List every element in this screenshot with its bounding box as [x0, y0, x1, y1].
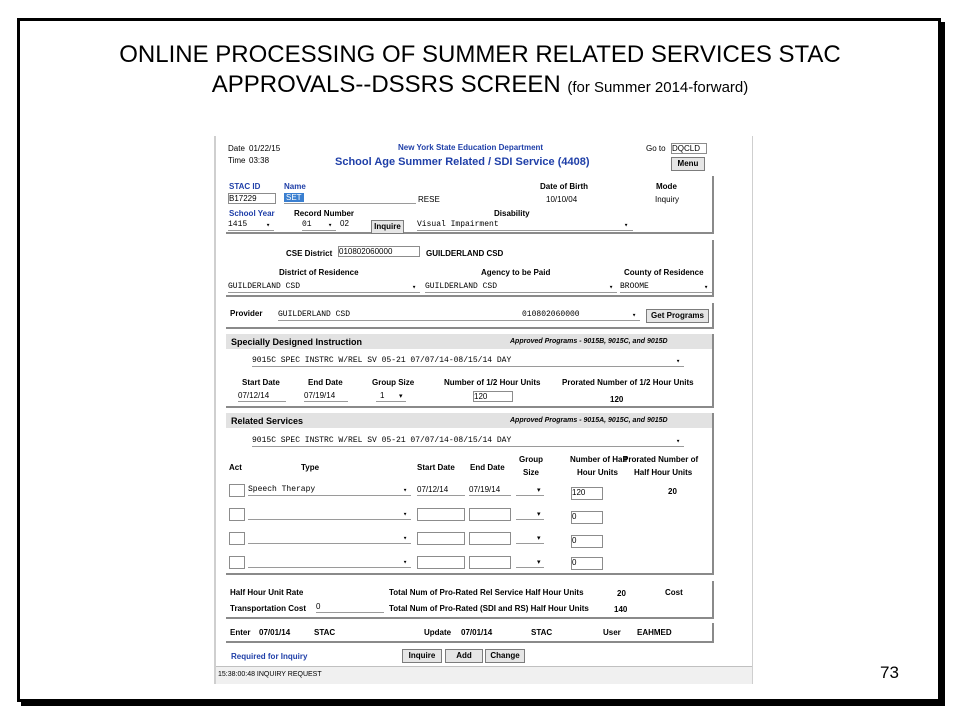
type-select[interactable] — [248, 509, 411, 520]
goto-field[interactable] — [671, 143, 707, 154]
agency-label: Agency to be Paid — [481, 268, 551, 277]
chevron-down-icon: ▾ — [403, 487, 408, 495]
screen-title: School Age Summer Related / SDI Service (4408) — [335, 156, 590, 168]
title-line-2 — [40, 70, 920, 103]
chevron-down-icon: ▾ — [266, 222, 271, 230]
footer-inquire-button[interactable]: Inquire — [402, 649, 442, 663]
record-number-value: 01 — [302, 220, 312, 229]
related-approved-programs: Approved Programs - 9015A, 9015C, and 9015D — [510, 417, 668, 424]
cost-label: Cost — [665, 588, 683, 597]
start-date-field[interactable] — [417, 532, 465, 545]
transport-field[interactable] — [316, 602, 384, 613]
units-field[interactable] — [571, 557, 603, 570]
col-units-2: Hour Units — [577, 468, 618, 477]
cse-district-code: 010802060000 — [339, 247, 393, 256]
dob-label: Date of Birth — [540, 182, 588, 191]
table-row — [216, 507, 753, 527]
record-sub-value: 02 — [340, 219, 349, 228]
chevron-down-icon: ▾ — [328, 222, 333, 230]
slide-subtitle: (for Summer 2014-forward) — [567, 79, 749, 96]
dssrs-screen — [214, 136, 753, 684]
residence-label: District of Residence — [279, 268, 359, 277]
chevron-down-icon: ▾ — [676, 358, 681, 366]
act-checkbox[interactable] — [229, 508, 245, 521]
provider-name: GUILDERLAND CSD — [278, 310, 351, 319]
sdi-group-value: 1 — [380, 391, 385, 400]
act-checkbox[interactable] — [229, 556, 245, 569]
table-row — [216, 555, 753, 575]
units-value: 120 — [572, 488, 586, 497]
col-start: Start Date — [417, 463, 455, 472]
department-name: New York State Education Department — [398, 143, 544, 152]
table-row — [216, 531, 753, 551]
type-select[interactable] — [248, 533, 411, 544]
name-label: Name — [284, 182, 306, 191]
units-value: 0 — [572, 536, 577, 545]
sdi-prorated-value: 120 — [610, 395, 624, 404]
col-end: End Date — [470, 463, 505, 472]
user-label: User — [603, 628, 621, 637]
units-value: 0 — [572, 558, 577, 567]
agency-select[interactable] — [425, 282, 617, 293]
group-size-select[interactable] — [516, 533, 544, 544]
disability-value: Visual Impairment — [417, 220, 499, 229]
goto-label: Go to — [646, 144, 666, 153]
group-size-select[interactable] — [516, 485, 544, 496]
chevron-down-icon: ▾ — [412, 284, 417, 292]
sdi-approved-programs: Approved Programs - 9015B, 9015C, and 9015D — [510, 338, 668, 345]
school-year-value: 1415 — [228, 220, 248, 229]
units-value: 0 — [572, 512, 577, 521]
update-label: Update — [424, 628, 452, 637]
disability-select[interactable] — [417, 220, 633, 231]
sdi-units-label: Number of 1/2 Hour Units — [444, 378, 541, 387]
sdi-end-field[interactable] — [304, 391, 348, 402]
start-date-field[interactable] — [417, 556, 465, 569]
school-year-label: School Year — [229, 209, 275, 218]
chevron-down-icon: ▾ — [399, 393, 403, 400]
chevron-down-icon: ▾ — [403, 511, 408, 519]
sdi-rs-total-label: Total Num of Pro-Rated (SDI and RS) Half Hour Units — [389, 604, 589, 613]
start-date-value: 07/12/14 — [417, 485, 449, 494]
provider-select[interactable] — [278, 310, 640, 321]
related-program-value: 9015C SPEC INSTRC W/REL SV 05-21 07/07/14-08/15/14 DAY — [252, 436, 512, 445]
status-bar — [216, 666, 753, 684]
col-group-1: Group — [519, 455, 543, 464]
name-last-value: RESE — [418, 195, 440, 204]
chevron-down-icon: ▾ — [537, 511, 541, 518]
residence-select[interactable] — [228, 282, 420, 293]
transport-value: 0 — [316, 602, 321, 611]
end-date-value: 07/19/14 — [469, 485, 501, 494]
name-field[interactable] — [284, 193, 416, 204]
col-group-2: Size — [523, 468, 540, 477]
type-select[interactable] — [248, 557, 411, 568]
rate-label: Half Hour Unit Rate — [230, 588, 304, 597]
act-checkbox[interactable] — [229, 532, 245, 545]
sdi-program-value: 9015C SPEC INSTRC W/REL SV 05-21 07/07/14-08/15/14 DAY — [252, 356, 512, 365]
record-number-select[interactable] — [302, 220, 336, 231]
sdi-start-field[interactable] — [238, 391, 286, 402]
provider-label: Provider — [230, 309, 263, 318]
required-for-inquiry: Required for Inquiry — [231, 652, 308, 661]
record-number-label: Record Number — [294, 209, 355, 218]
end-date-field[interactable] — [469, 532, 511, 545]
county-value: BROOME — [620, 282, 649, 291]
col-prorated-1: Prorated Number of — [623, 455, 699, 464]
chevron-down-icon: ▾ — [676, 438, 681, 446]
inquire-button[interactable]: Inquire — [371, 220, 404, 234]
provider-code: 010802060000 — [522, 310, 580, 319]
sdi-start-label: Start Date — [242, 378, 280, 387]
cse-district-field[interactable] — [338, 246, 420, 257]
end-date-field[interactable] — [469, 485, 511, 496]
units-field[interactable] — [571, 487, 603, 500]
update-by: STAC — [531, 628, 553, 637]
time-label: Time — [228, 156, 246, 165]
mode-value: Inquiry — [655, 195, 680, 204]
dob-value: 10/10/04 — [546, 195, 578, 204]
end-date-field[interactable] — [469, 508, 511, 521]
chevron-down-icon: ▾ — [403, 535, 408, 543]
slide-title — [40, 40, 920, 103]
add-button[interactable]: Add — [445, 649, 483, 663]
stac-id-label: STAC ID — [229, 182, 261, 191]
school-year-select[interactable] — [228, 220, 274, 231]
sdi-end-value: 07/19/14 — [304, 391, 336, 400]
table-row — [216, 483, 753, 503]
related-heading: Related Services — [231, 416, 304, 426]
sdi-program-select[interactable] — [252, 356, 684, 367]
group-size-select[interactable] — [516, 557, 544, 568]
time-value: 03:38 — [249, 156, 270, 165]
units-field[interactable] — [571, 511, 603, 524]
type-value: Speech Therapy — [248, 485, 316, 494]
stac-id-value: B17229 — [229, 194, 257, 203]
prorated-value: 20 — [668, 487, 677, 496]
chevron-down-icon: ▾ — [537, 535, 541, 542]
chevron-down-icon: ▾ — [537, 487, 541, 494]
title-line-2-text: APPROVALS--DSSRS SCREEN — [211, 71, 561, 98]
start-date-field[interactable] — [417, 508, 465, 521]
cse-district-name: GUILDERLAND CSD — [426, 249, 504, 258]
sdi-units-field[interactable] — [473, 391, 513, 402]
type-select[interactable] — [248, 485, 411, 496]
end-date-field[interactable] — [469, 556, 511, 569]
units-field[interactable] — [571, 535, 603, 548]
chevron-down-icon: ▾ — [624, 222, 629, 230]
residence-value: GUILDERLAND CSD — [228, 282, 301, 291]
name-first-value: SET — [286, 193, 302, 202]
sdi-end-label: End Date — [308, 378, 343, 387]
rs-total-label: Total Num of Pro-Rated Rel Service Half Hour Units — [389, 588, 584, 597]
page-number: 73 — [880, 663, 899, 682]
col-prorated-2: Half Hour Units — [634, 468, 693, 477]
start-date-field[interactable] — [417, 485, 465, 496]
mode-label: Mode — [656, 182, 677, 191]
date-label: Date — [228, 144, 245, 153]
sdi-rs-total-value: 140 — [614, 605, 628, 614]
goto-value: DQCLD — [672, 144, 701, 153]
rs-total-value: 20 — [617, 589, 626, 598]
col-units-1: Number of Half — [570, 455, 628, 464]
col-act: Act — [229, 463, 242, 472]
stac-id-field[interactable] — [228, 193, 276, 204]
act-checkbox[interactable] — [229, 484, 245, 497]
menu-button[interactable]: Menu — [671, 157, 705, 171]
get-programs-button[interactable]: Get Programs — [646, 309, 709, 323]
chevron-down-icon: ▾ — [704, 284, 709, 292]
county-label: County of Residence — [624, 268, 704, 277]
transport-label: Transportation Cost — [230, 604, 307, 613]
change-button[interactable]: Change — [485, 649, 525, 663]
chevron-down-icon: ▾ — [609, 284, 614, 292]
enter-date: 07/01/14 — [259, 628, 291, 637]
agency-value: GUILDERLAND CSD — [425, 282, 498, 291]
county-select[interactable] — [620, 282, 712, 293]
sdi-heading: Specially Designed Instruction — [231, 337, 363, 347]
related-program-select[interactable] — [252, 436, 684, 447]
title-line-1: ONLINE PROCESSING OF SUMMER RELATED SERVICES STAC — [119, 41, 841, 68]
enter-label: Enter — [230, 628, 251, 637]
sdi-start-value: 07/12/14 — [238, 391, 270, 400]
update-date: 07/01/14 — [461, 628, 493, 637]
sdi-group-select[interactable] — [376, 391, 406, 402]
status-text: 15:38:00:48 INQUIRY REQUEST — [218, 671, 322, 678]
group-size-select[interactable] — [516, 509, 544, 520]
chevron-down-icon: ▾ — [537, 559, 541, 566]
cse-district-label: CSE District — [286, 249, 333, 258]
enter-by: STAC — [314, 628, 336, 637]
disability-label: Disability — [494, 209, 530, 218]
user-value: EAHMED — [637, 628, 672, 637]
col-type: Type — [301, 463, 320, 472]
sdi-units-value: 120 — [474, 392, 488, 401]
chevron-down-icon: ▾ — [632, 312, 637, 320]
sdi-group-label: Group Size — [372, 378, 415, 387]
sdi-prorated-label: Prorated Number of 1/2 Hour Units — [562, 378, 694, 387]
chevron-down-icon: ▾ — [403, 559, 408, 567]
date-value: 01/22/15 — [249, 144, 281, 153]
totals-panel — [226, 581, 714, 619]
